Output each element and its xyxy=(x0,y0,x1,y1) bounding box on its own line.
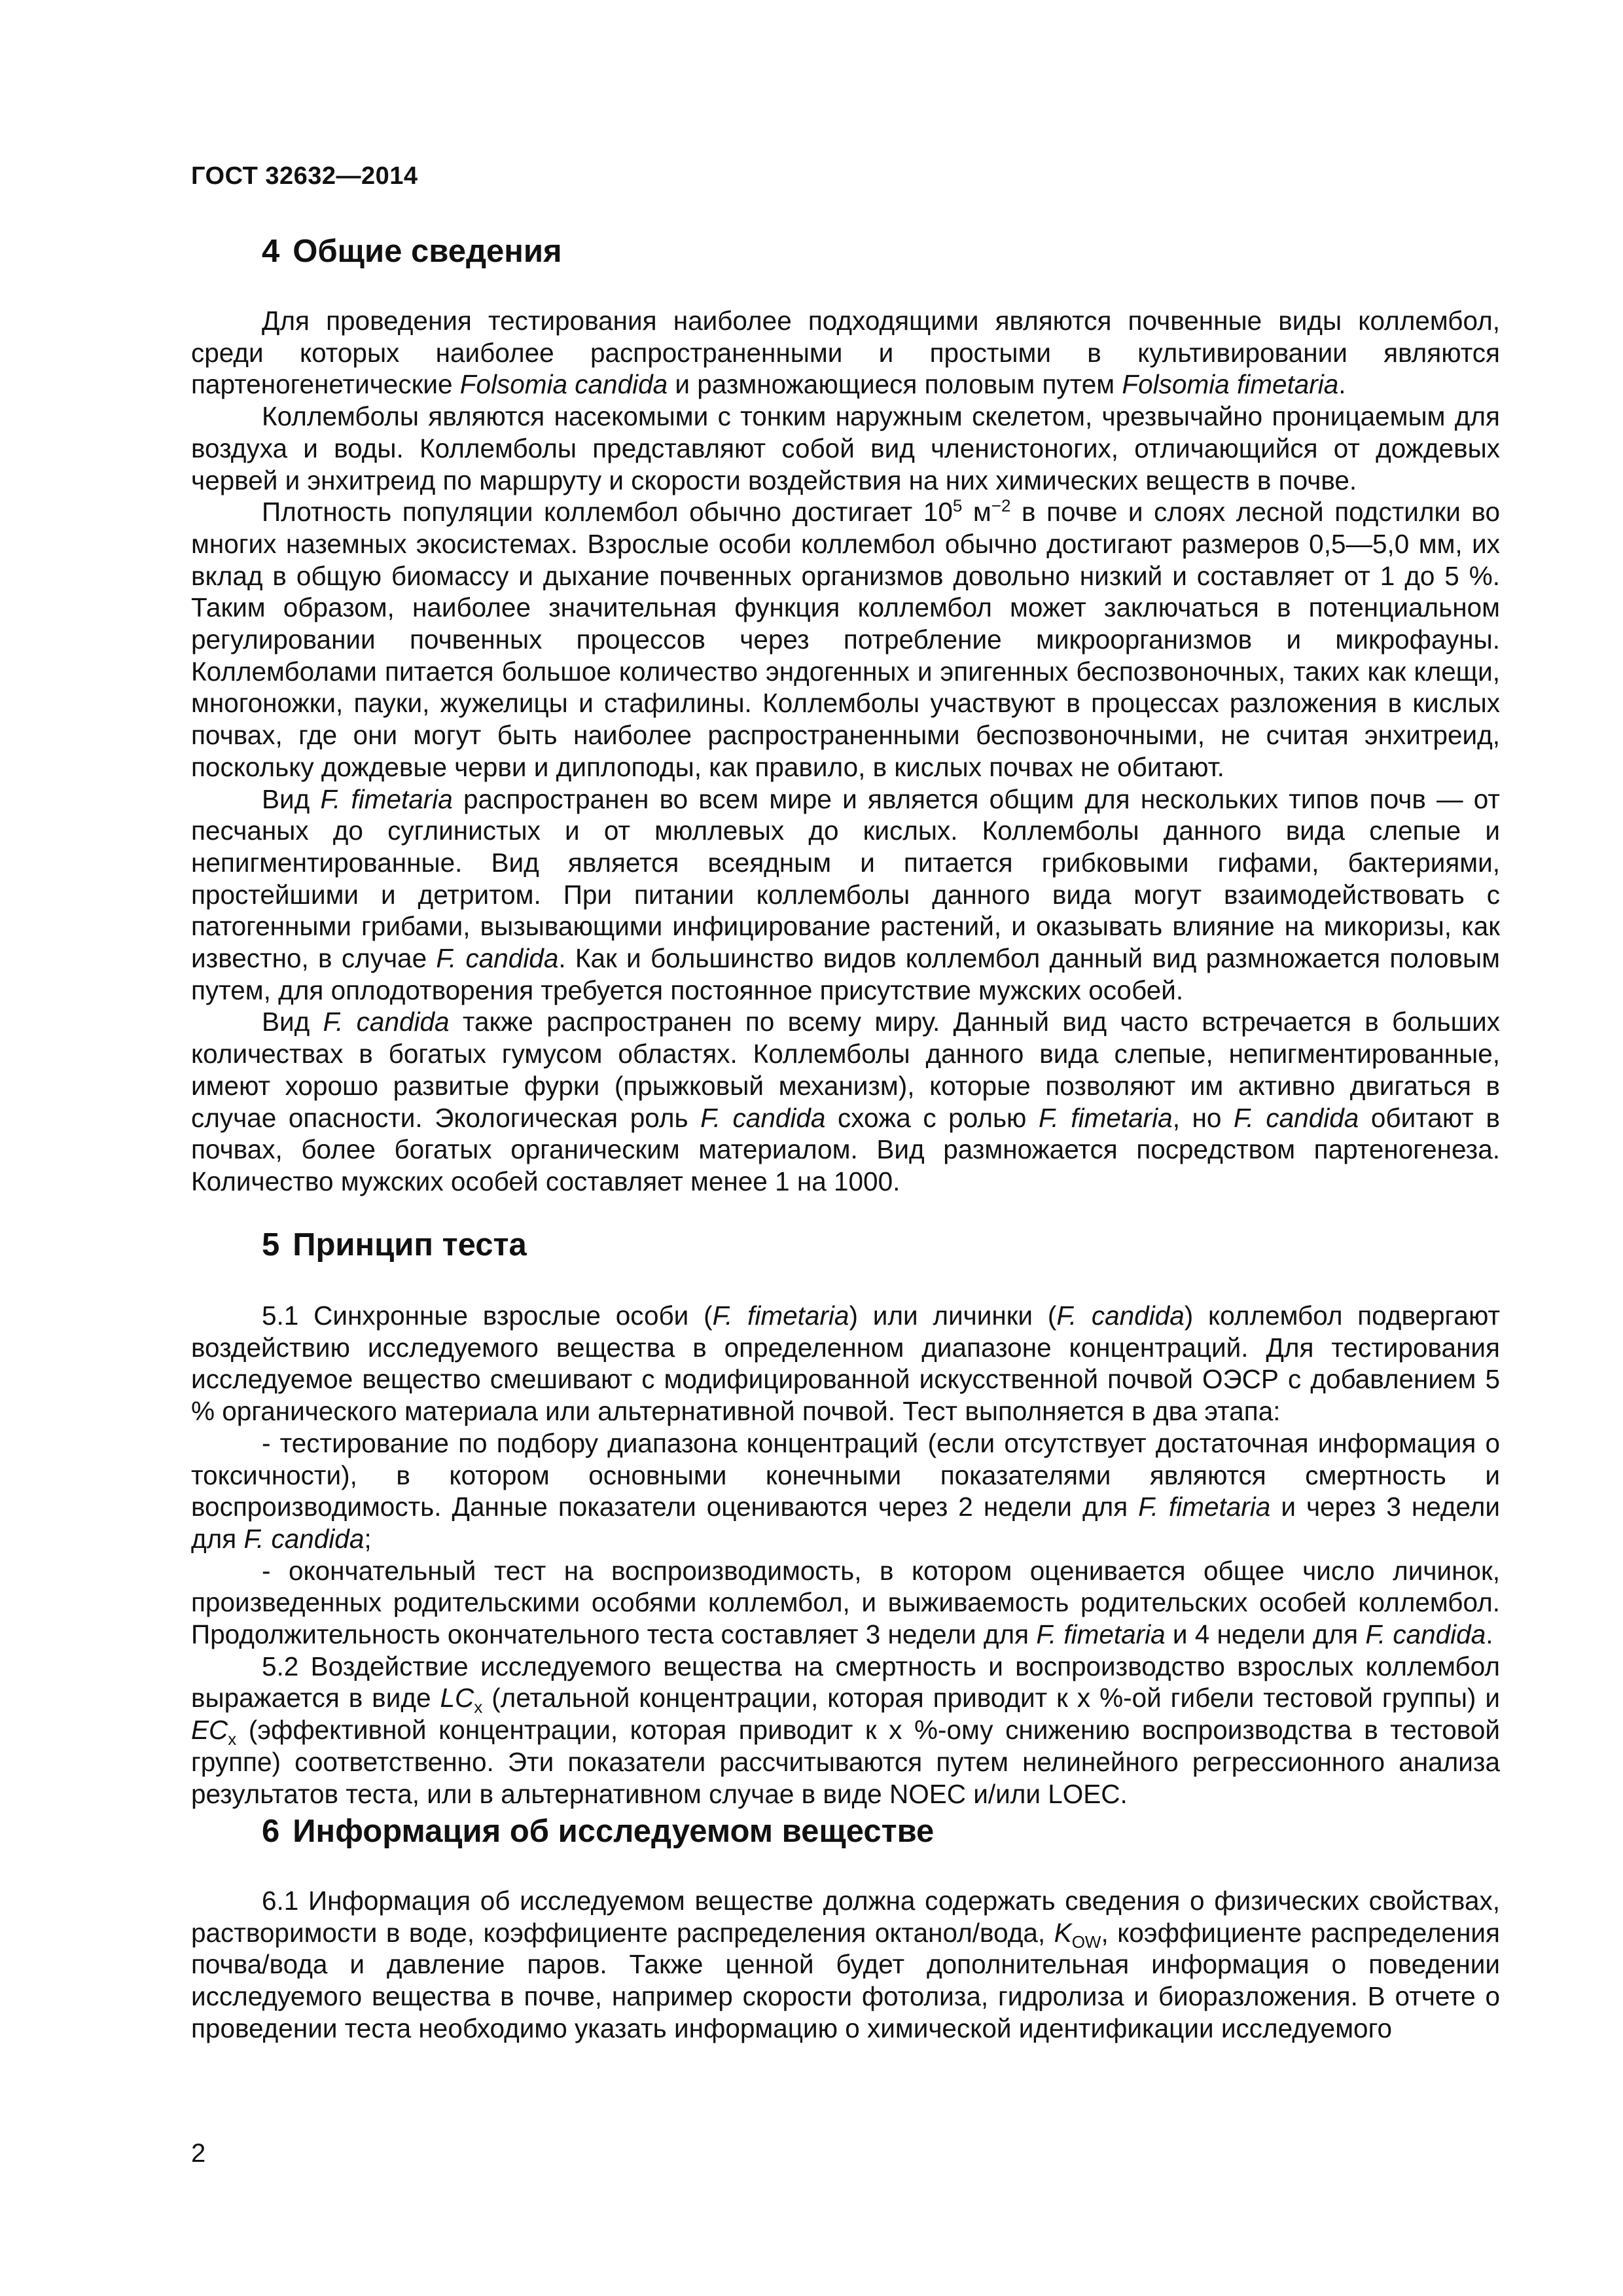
section-title: Принцип теста xyxy=(293,1227,527,1263)
section-number: 4 xyxy=(262,234,280,269)
section-heading-6 xyxy=(262,1813,934,1850)
paragraph: Вид F. fimetaria распространен во всем мире и является общим для нескольких типов почв — от песчаных до суглинистых и от мюллевых до кислых. Коллемболы данного вида слепые и непигментированные. Вид является всеядным и питается грибковыми гифами, бактериями, простейшими и детритом. При питании коллемболы данного вида могут взаимодействовать с патогенными грибами, вызывающими инфицирование растений, и оказывать влияние на микоризы, как известно, в случае F. candida. Как и большинство видов коллембол данный вид размножается половым путем, для оплодотворения требуется постоянное присутствие мужских особей. xyxy=(191,783,1500,1005)
list-item: - окончательный тест на воспроизводимость, в котором оценивается общее число личинок, произведенных родительскими особями коллембол, и выживаемость родительских особей коллембол. Продолжительность окончательного теста составляет 3 недели для F. fimetaria и 4 недели для F. candida. xyxy=(191,1555,1500,1650)
section-heading-5 xyxy=(262,1227,527,1263)
paragraph: Коллемболы являются насекомыми с тонким наружным скелетом, чрезвычайно проницаемым для воздуха и воды. Коллемболы представляют собой вид членистоногих, отличающийся от дождевых червей и энхитреид по маршруту и скорости воздействия на них химических веществ в почве. xyxy=(191,401,1500,495)
page-number: 2 xyxy=(191,2139,206,2168)
section-title: Общие сведения xyxy=(293,234,562,269)
paragraph: Плотность популяции коллембол обычно достигает $10^5$ $м^{-2}$ в почве и слоях лесной подстилки во многих наземных экосистемах. Взрослые особи коллембол обычно достигают размеров 0,5—5,0 мм, их вклад в общую биомассу и дыхание почвенных организмов довольно низкий и составляет от 1 до 5 %. Таким образом, наиболее значительная функция коллембол может заключаться в потенциальном регулировании почвенных процессов через потребление микроорганизмов и микрофауны. Коллемболами питается большое количество эндогенных и эпигенных беспозвоночных, таких как клещи, многоножки, пауки, жужелицы и стафилины. Коллемболы участвуют в процессах разложения в кислых почвах, где они могут быть наиболее распространенными беспозвоночными, не считая энхитреид, поскольку дождевые черви и диплоподы, как правило, в кислых почвах не обитают. xyxy=(191,495,1501,782)
section-heading-4 xyxy=(262,233,562,270)
paragraph: 5.1 Синхронные взрослые особи (F. fimetaria) или личинки (F. candida) коллембол подвергают воздействию исследуемого вещества в определенном диапазоне концентраций. Для тестирования исследуемое вещество смешивают с модифицированной искусственной почвой ОЭСР с добавлением 5 % органического материала или альтернативной почвой. Тест выполняется в два этапа: xyxy=(191,1300,1500,1427)
paragraph: 5.2 Воздействие исследуемого вещества на смертность и воспроизводство взрослых коллембол выражается в виде $LC_x$ (летальной концентрации, которая приводит к х %-ой гибели тестовой группы) и $EC_x$ (эффективной концентрации, которая приводит к х %-ому снижению воспроизводства в тестовой группе) соответственно. Эти показатели рассчитываются путем нелинейного регрессионного анализа результатов теста, или в альтернативном случае в виде NOEC и/или LOEC. xyxy=(191,1651,1501,1809)
list-item: - тестирование по подбору диапазона концентраций (если отсутствует достаточная информация о токсичности), в котором основными конечными показателями являются смертность и воспроизводимость. Данные показатели оцениваются через 2 недели для F. fimetaria и через 3 недели для F. candida; xyxy=(191,1427,1500,1554)
section-6-body xyxy=(191,1885,1500,2045)
section-title: Информация об исследуемом веществе xyxy=(293,1814,935,1849)
section-number: 6 xyxy=(262,1814,280,1849)
document-code: ГОСТ 32632—2014 xyxy=(191,162,418,190)
section-4-body xyxy=(191,305,1500,1198)
section-number: 5 xyxy=(262,1227,280,1263)
paragraph: Для проведения тестирования наиболее подходящими являются почвенные виды коллембол, среди которых наиболее распространенными и простыми в культивировании являются партеногенетические Folsomia candida и размножающиеся половым путем Folsomia fimetaria. xyxy=(191,306,1500,400)
paragraph: 6.1 Информация об исследуемом веществе должна содержать сведения о физических свойствах, растворимости в воде, коэффициенте распределения октанол/вода, $K_{OW}$, коэффициенте распределения почва/вода и давление паров. Также ценной будет дополнительная информация о поведении исследуемого вещества в почве, например скорости фотолиза, гидролиза и биоразложения. В отчете о проведении теста необходимо указать информацию о химической идентификации исследуемого xyxy=(191,1886,1500,2043)
section-5-body xyxy=(191,1300,1500,1810)
paragraph: Вид F. candida также распространен по всему миру. Данный вид часто встречается в больших количествах в богатых гумусом областях. Коллемболы данного вида слепые, непигментированные, имеют хорошо развитые фурки (прыжковый механизм), которые позволяют им активно двигаться в случае опасности. Экологическая роль F. candida схожа с ролью F. fimetaria, но F. candida обитают в почвах, более богатых органическим материалом. Вид размножается посредством партеногенеза. Количество мужских особей составляет менее 1 на 1000. xyxy=(191,1007,1500,1196)
